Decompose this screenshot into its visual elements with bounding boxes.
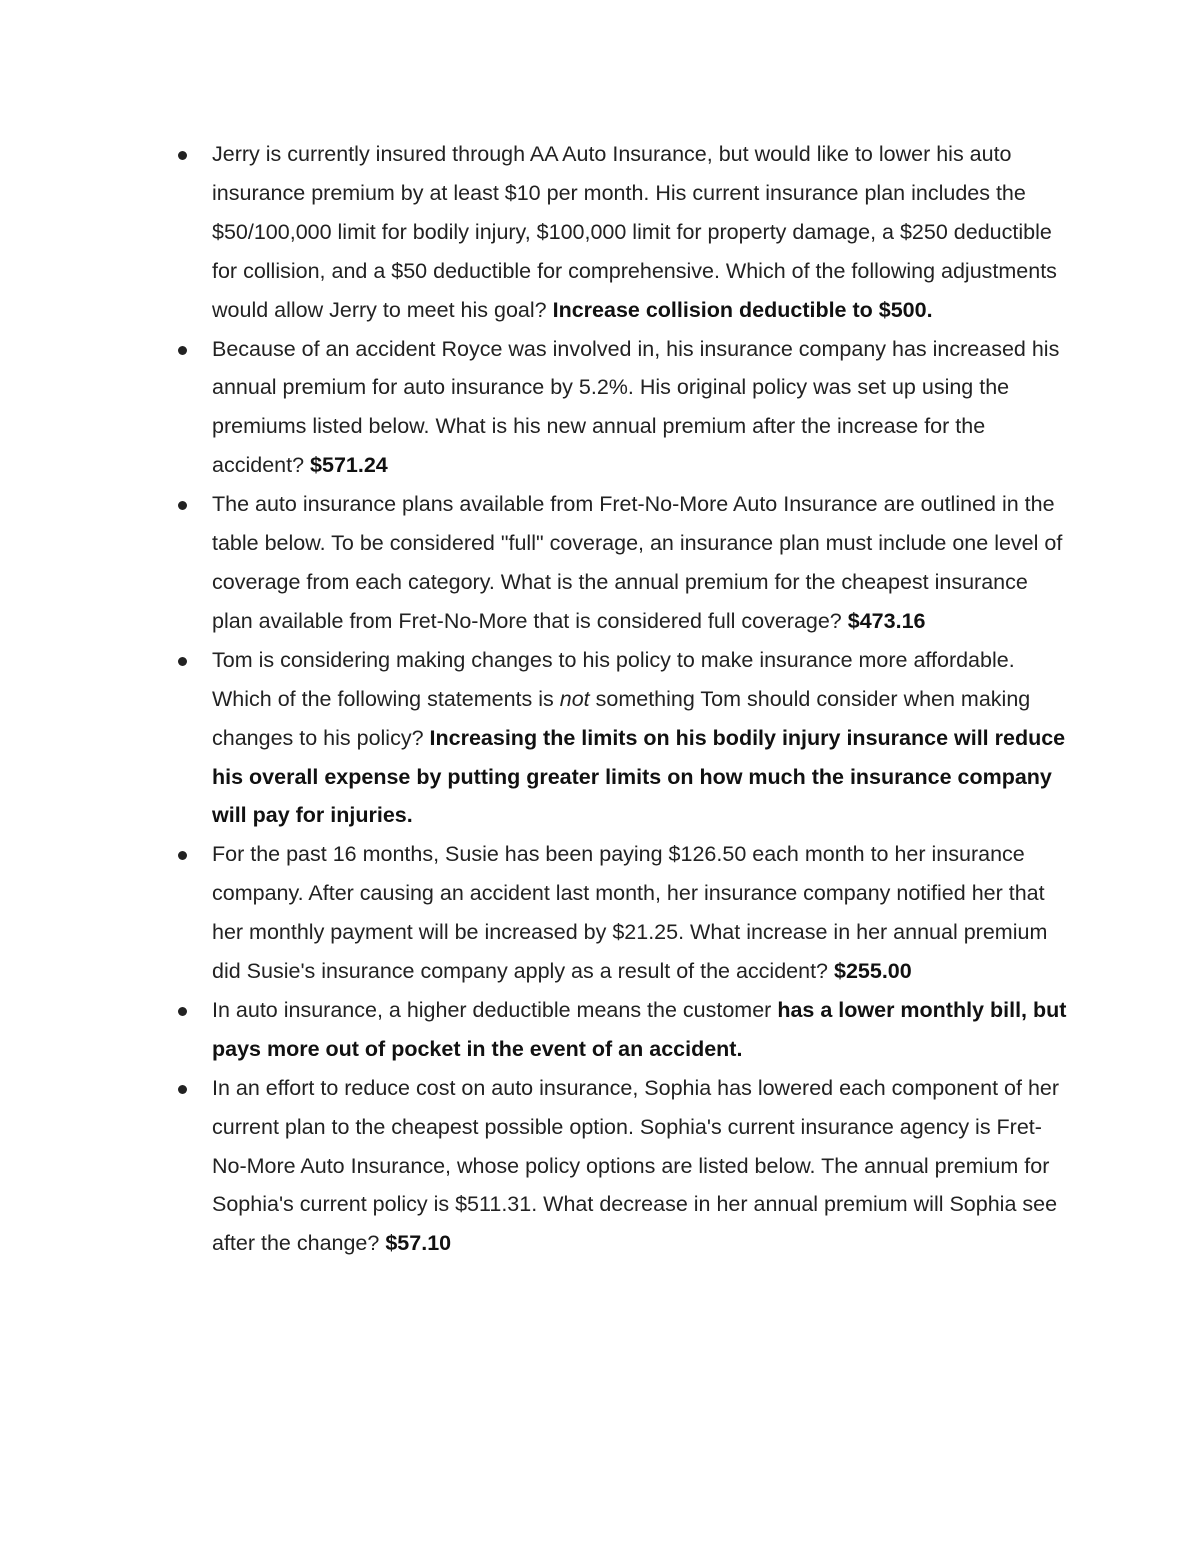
question-text-before: Tom is considering making changes to his policy to make insurance more affordable. Which of the following statements is xyxy=(212,647,1015,711)
question-text: In an effort to reduce cost on auto insurance, Sophia has lowered each component of her current plan to the cheapest possible option. Sophia's current insurance agency is Fret-No-More Auto Insurance, whose policy options are listed below. The annual premium for Sophia's current policy is $511.31. What decrease in her annual premium will Sophia see after the change? xyxy=(212,1075,1060,1256)
list-item xyxy=(212,991,1072,1069)
emphasis-text: not xyxy=(559,686,590,711)
answer-text: $571.24 xyxy=(310,453,388,478)
answer-text: Increasing the limits on his bodily injury insurance will reduce his overall expense by putting greater limits on how much the insurance company will pay for injuries. xyxy=(212,725,1066,828)
question-text: Because of an accident Royce was involved in, his insurance company has increased his annual premium for auto insurance by 5.2%. His original policy was set up using the premiums listed below. What is his new annual premium after the increase for the accident? xyxy=(212,336,1060,478)
question-text: In auto insurance, a higher deductible means the customer xyxy=(212,997,772,1022)
question-text: The auto insurance plans available from Fret-No-More Auto Insurance are outlined in the table below. To be considered "full" coverage, an insurance plan must include one level of coverage from each category. What is the annual premium for the cheapest insurance plan available from Fret-No-More that is considered full coverage? xyxy=(212,492,1063,633)
answer-text: $255.00 xyxy=(834,959,912,984)
question-list xyxy=(212,135,1072,1263)
answer-text: $473.16 xyxy=(847,608,926,633)
answer-text: $57.10 xyxy=(385,1231,452,1256)
list-item xyxy=(212,835,1072,991)
question-text-after: something Tom should consider when making changes to his policy? xyxy=(212,686,1031,750)
bullet-icon xyxy=(178,657,187,666)
bullet-icon xyxy=(178,1085,187,1094)
list-item xyxy=(212,135,1072,330)
bullet-icon xyxy=(178,346,187,355)
list-item xyxy=(212,1069,1072,1264)
list-item xyxy=(212,485,1072,641)
list-item xyxy=(212,330,1072,486)
question-text: Jerry is currently insured through AA Auto Insurance, but would like to lower his auto insurance premium by at least $10 per month. His current insurance plan includes the $50/100,000 limit for bodily injury, $100,000 limit for property damage, a $250 deductible for collision, and a $50 deductible for comprehensive. Which of the following adjustments would allow Jerry to meet his goal? xyxy=(212,142,1057,322)
answer-text: has a lower monthly bill, but pays more out of pocket in the event of an accident. xyxy=(212,997,1067,1061)
bullet-icon xyxy=(178,851,187,860)
list-item xyxy=(212,641,1072,836)
answer-text: Increase collision deductible to $500. xyxy=(552,297,933,322)
question-text: For the past 16 months, Susie has been paying $126.50 each month to her insurance company. After causing an accident last month, her insurance company notified her that her monthly payment will be increased by $21.25. What increase in her annual premium did Susie's insurance company apply as a result of the accident? xyxy=(212,842,1048,984)
bullet-icon xyxy=(178,1007,187,1016)
bullet-icon xyxy=(178,501,187,510)
bullet-icon xyxy=(178,151,187,160)
